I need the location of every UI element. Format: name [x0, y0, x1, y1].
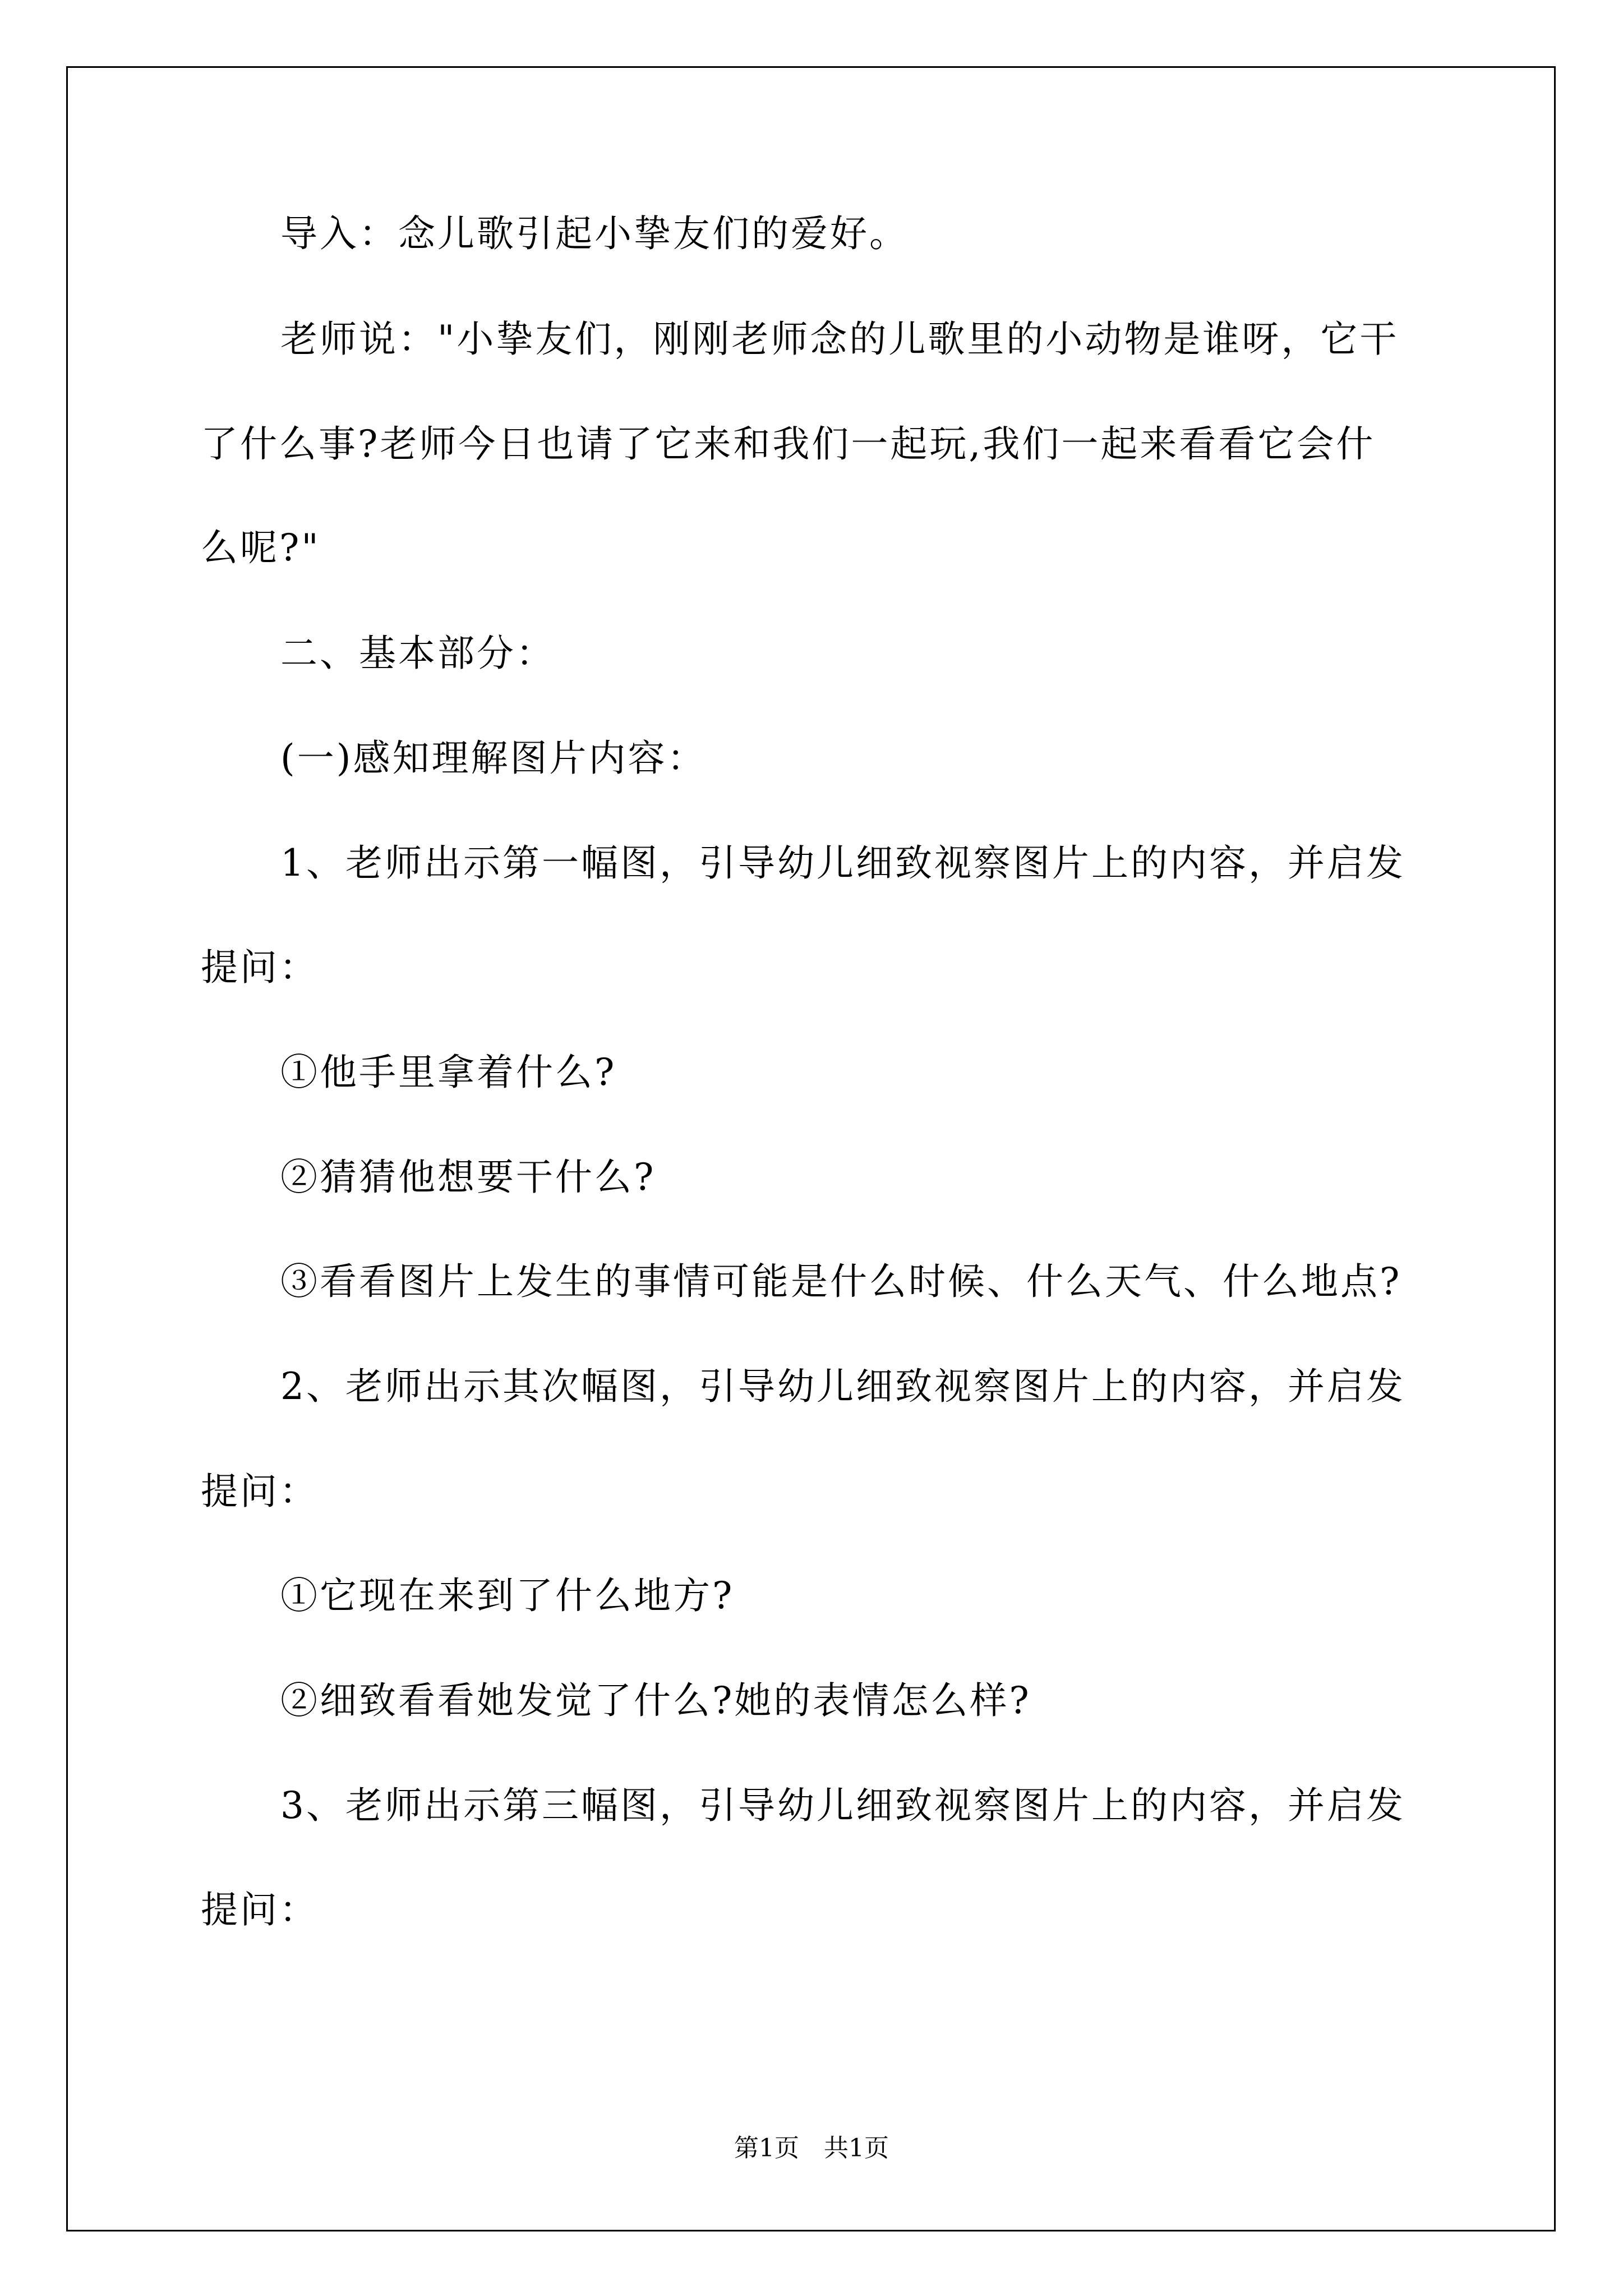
page-number-footer: 第1页 共1页 — [734, 2134, 889, 2162]
section-heading-basic: 二、基本部分： — [280, 632, 555, 675]
question-1-3: ③看看图片上发生的事情可能是什么时候、什么天气、什么地点? — [280, 1260, 1402, 1303]
paragraph-teacher-says-line1: 老师说："小挚友们，刚刚老师念的儿歌里的小动物是谁呀，它干 — [280, 318, 1399, 361]
step-2-line1: 2、老师出示其次幅图，引导幼儿细致视察图片上的内容，并启发 — [280, 1365, 1405, 1408]
step-1-line2: 提问： — [201, 946, 319, 989]
question-1-1: ①他手里拿着什么? — [280, 1051, 617, 1094]
step-3-line1: 3、老师出示第三幅图，引导幼儿细致视察图片上的内容，并启发 — [280, 1784, 1405, 1827]
step-1-line1: 1、老师出示第一幅图，引导幼儿细致视察图片上的内容，并启发 — [280, 841, 1405, 885]
paragraph-teacher-says-line3: 么呢?" — [201, 526, 321, 569]
question-1-2: ②猜猜他想要干什么? — [280, 1156, 656, 1199]
paragraph-intro: 导入：念儿歌引起小挚友们的爱好。 — [280, 212, 909, 255]
question-2-2: ②细致看看她发觉了什么?她的表情怎么样? — [280, 1679, 1031, 1722]
subsection-heading-perceive: (一)感知理解图片内容： — [280, 737, 707, 780]
step-3-line2: 提问： — [201, 1888, 319, 1931]
question-2-1: ①它现在来到了什么地方? — [280, 1574, 735, 1617]
paragraph-teacher-says-line2: 了什么事?老师今日也请了它来和我们一起玩,我们一起来看看它会什 — [201, 422, 1376, 466]
step-2-line2: 提问： — [201, 1470, 319, 1513]
